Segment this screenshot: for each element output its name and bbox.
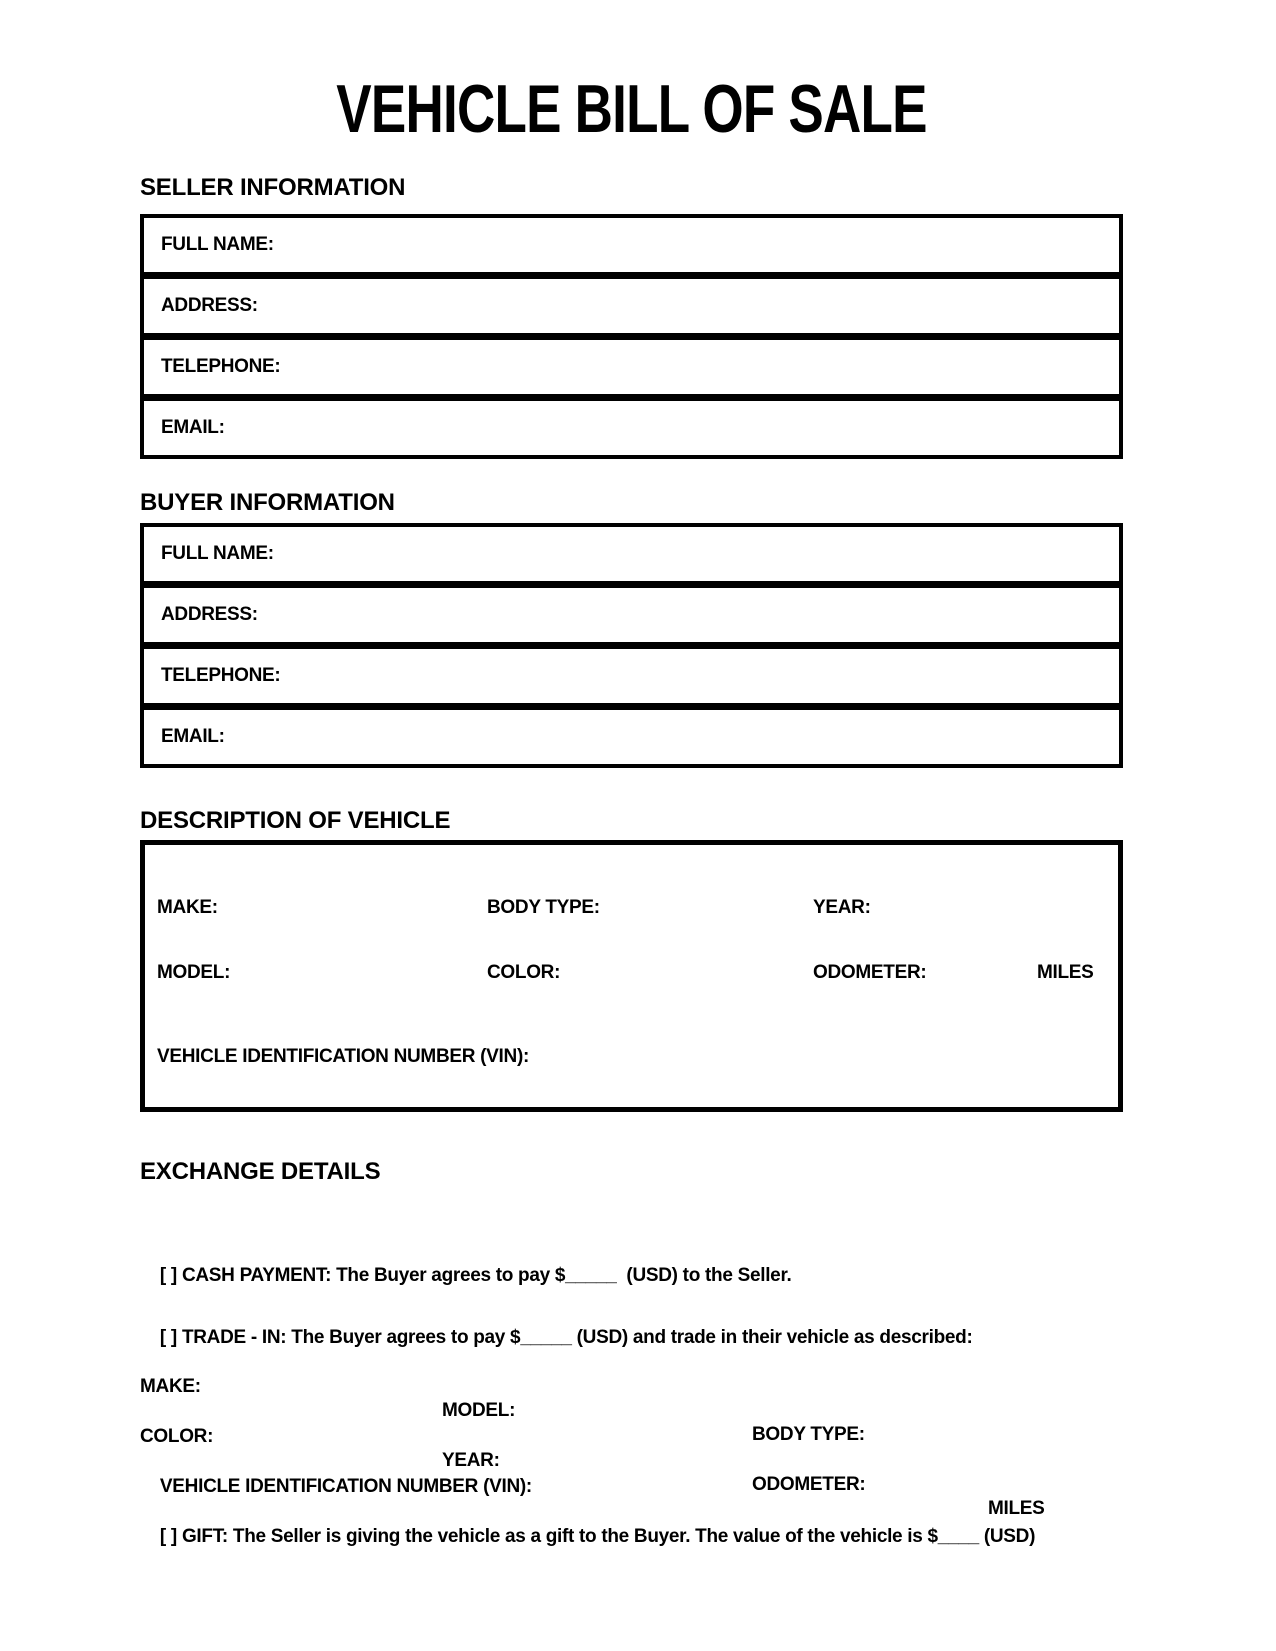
buyer-email-label: EMAIL: bbox=[161, 726, 225, 747]
vehicle-body-type-label: BODY TYPE: bbox=[487, 897, 600, 918]
vehicle-odometer-label: ODOMETER: bbox=[813, 962, 927, 983]
seller-email-field[interactable] bbox=[140, 397, 1123, 459]
page-title-text: VEHICLE BILL OF SALE bbox=[336, 71, 927, 147]
gift-checkbox[interactable]: [ ] bbox=[159, 1526, 177, 1547]
seller-address-label: ADDRESS: bbox=[161, 295, 258, 316]
vehicle-section-heading: DESCRIPTION OF VEHICLE bbox=[140, 807, 451, 834]
buyer-telephone-label: TELEPHONE: bbox=[161, 665, 281, 686]
seller-telephone-field[interactable] bbox=[140, 336, 1123, 398]
buyer-email-field[interactable] bbox=[140, 706, 1123, 768]
seller-full-name-field[interactable] bbox=[140, 214, 1123, 276]
vehicle-year-label: YEAR: bbox=[813, 897, 871, 918]
page-title bbox=[140, 71, 1123, 147]
vehicle-make-label: MAKE: bbox=[157, 897, 218, 918]
trade-body-type-label: BODY TYPE: bbox=[752, 1424, 865, 1445]
trade-in-checkbox[interactable]: [ ] bbox=[159, 1327, 177, 1348]
seller-email-label: EMAIL: bbox=[161, 417, 225, 438]
trade-year-label: YEAR: bbox=[442, 1450, 500, 1471]
vehicle-color-label: COLOR: bbox=[487, 962, 561, 983]
gift-option bbox=[140, 1501, 1200, 1547]
trade-odometer-label: ODOMETER: bbox=[752, 1474, 866, 1495]
cash-payment-text: CASH PAYMENT: The Buyer agrees to pay $_____ (USD) to the Seller. bbox=[181, 1265, 792, 1286]
vehicle-miles-label: MILES bbox=[1037, 962, 1094, 983]
vehicle-vin-label: VEHICLE IDENTIFICATION NUMBER (VIN): bbox=[157, 1046, 530, 1067]
seller-telephone-label: TELEPHONE: bbox=[161, 356, 281, 377]
buyer-info-table bbox=[140, 523, 1123, 768]
cash-payment-option bbox=[140, 1240, 1200, 1286]
trade-in-text: TRADE - IN: The Buyer agrees to pay $_____ (USD) and trade in their vehicle as described: bbox=[181, 1327, 973, 1348]
trade-miles-label: MILES bbox=[988, 1498, 1045, 1519]
buyer-full-name-label: FULL NAME: bbox=[161, 543, 274, 564]
cash-payment-checkbox[interactable]: [ ] bbox=[159, 1265, 177, 1286]
trade-color-label: COLOR: bbox=[140, 1426, 214, 1447]
trade-in-option bbox=[140, 1302, 1200, 1348]
seller-address-field[interactable] bbox=[140, 275, 1123, 337]
seller-info-table bbox=[140, 214, 1123, 459]
vehicle-description-box[interactable] bbox=[140, 840, 1123, 1112]
trade-vin-label: VEHICLE IDENTIFICATION NUMBER (VIN): bbox=[159, 1476, 532, 1497]
seller-full-name-label: FULL NAME: bbox=[161, 234, 274, 255]
buyer-address-label: ADDRESS: bbox=[161, 604, 258, 625]
vehicle-model-label: MODEL: bbox=[157, 962, 231, 983]
exchange-section-heading: EXCHANGE DETAILS bbox=[140, 1158, 381, 1185]
buyer-address-field[interactable] bbox=[140, 584, 1123, 646]
seller-section-heading: SELLER INFORMATION bbox=[140, 174, 406, 201]
gift-text: GIFT: The Seller is giving the vehicle as a gift to the Buyer. The value of the vehicle is $____ (USD) bbox=[181, 1526, 1036, 1547]
buyer-telephone-field[interactable] bbox=[140, 645, 1123, 707]
buyer-full-name-field[interactable] bbox=[140, 523, 1123, 585]
trade-make-label: MAKE: bbox=[140, 1376, 201, 1397]
trade-model-label: MODEL: bbox=[442, 1400, 516, 1421]
buyer-section-heading: BUYER INFORMATION bbox=[140, 489, 395, 516]
